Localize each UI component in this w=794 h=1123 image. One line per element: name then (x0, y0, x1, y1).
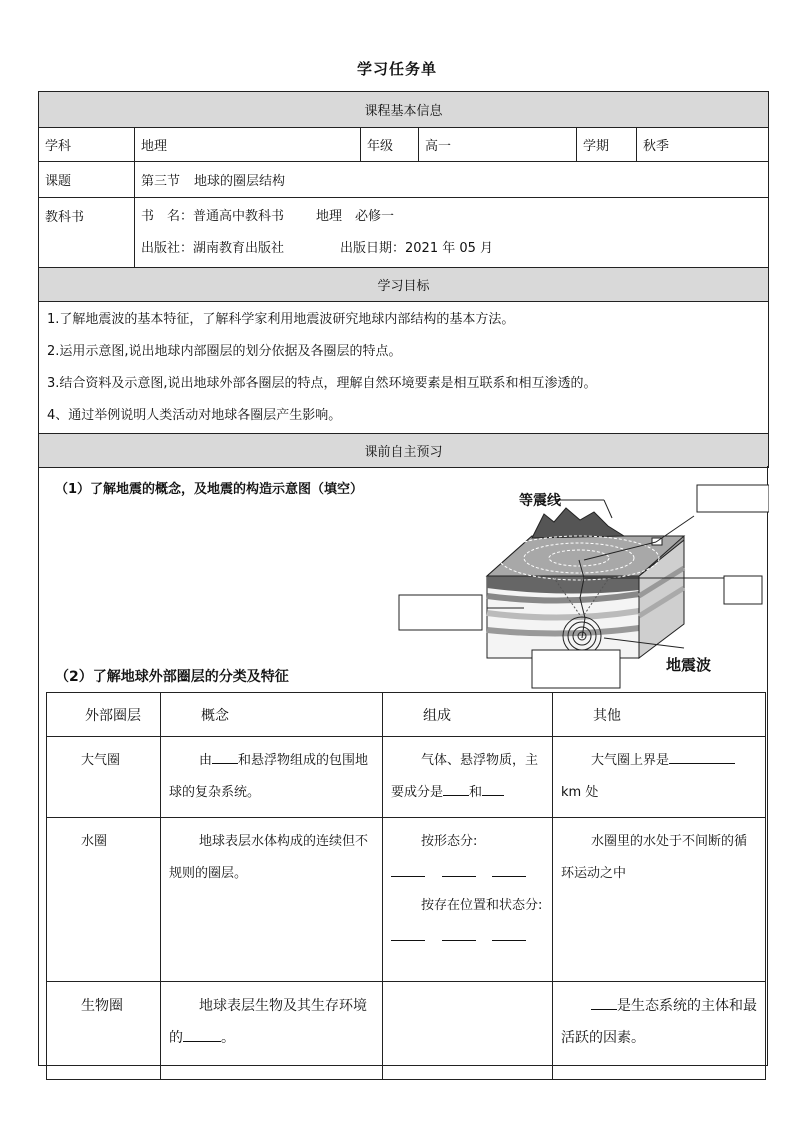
textbook-cell (135, 198, 769, 268)
fill-blank[interactable] (212, 749, 238, 764)
textbook-label: 教科书 (39, 198, 135, 268)
atmosphere-other: 大气圈上界是 km 处 (553, 737, 766, 818)
grade-label: 年级 (361, 128, 419, 162)
label-isoseismal: 等震线 (519, 492, 561, 508)
answer-box-epicenter[interactable] (697, 485, 769, 512)
publish-date: 出版日期：2021 年 05 月 (340, 240, 494, 256)
answer-box-focus[interactable] (532, 650, 620, 688)
publisher: 出版社：湖南教育出版社 (141, 240, 285, 256)
atmosphere-name: 大气圈 (47, 737, 161, 818)
earthquake-diagram (394, 478, 769, 693)
atmosphere-concept: 由 和悬浮物组成的包围地球的复杂系统。 (161, 737, 383, 818)
topic-cell (135, 162, 769, 198)
preview-section (38, 466, 768, 1066)
fill-blank[interactable] (391, 926, 425, 941)
fill-blank[interactable] (443, 781, 469, 796)
biosphere-other: 是生态系统的主体和最活跃的因素。 (553, 982, 766, 1080)
fill-blank[interactable] (482, 781, 504, 796)
fill-blank[interactable] (442, 862, 476, 877)
goal-item: 2.运用示意图,说出地球内部圈层的划分依据及各圈层的特点。 (47, 343, 402, 359)
page-title: 学习任务单 (356, 60, 437, 78)
goal-item: 3.结合资料及示意图,说出地球外部各圈层的特点，理解自然环境要素是相互联系和相互渗透的。 (47, 375, 597, 391)
goals-list (39, 302, 769, 434)
question-1: （1）了解地震的概念，及地震的构造示意图（填空） (55, 482, 364, 497)
subject-label: 学科 (39, 128, 135, 162)
topic-label: 课题 (39, 162, 135, 198)
section-preview: 课前自主预习 (39, 434, 769, 468)
biosphere-composition (383, 982, 553, 1080)
fill-blank[interactable] (492, 926, 526, 941)
hydrosphere-concept: 地球表层水体构成的连续但不规则的圈层。 (161, 818, 383, 982)
fill-blank[interactable] (591, 995, 617, 1010)
fill-blank[interactable] (391, 862, 425, 877)
biosphere-concept: 地球表层生物及其生存环境的 。 (161, 982, 383, 1080)
book-name: 书 名：普通高中教科书 (141, 208, 285, 224)
biosphere-name: 生物圈 (47, 982, 161, 1080)
term-label: 学期 (577, 128, 637, 162)
answer-box-left[interactable] (399, 595, 482, 630)
header-concept: 概念 (161, 693, 383, 737)
section-basic-info: 课程基本信息 (39, 92, 769, 128)
fill-blank[interactable] (183, 1027, 221, 1042)
hydrosphere-composition: 按形态分: 按存在位置和状态分: (383, 818, 553, 982)
outer-sphere-table (46, 692, 766, 1080)
goal-item: 4、通过举例说明人类活动对地球各圈层产生影响。 (47, 407, 342, 423)
hydrosphere-other: 水圈里的水处于不间断的循环运动之中 (553, 818, 766, 982)
header-sphere: 外部圈层 (47, 693, 161, 737)
section-goals: 学习目标 (39, 268, 769, 302)
topic-value: 地球的圈层结构 (194, 174, 286, 189)
atmosphere-composition: 气体、悬浮物质，主要成分是 和 (383, 737, 553, 818)
goal-item: 1.了解地震波的基本特征，了解科学家利用地震波研究地球内部结构的基本方法。 (47, 311, 515, 327)
basic-info-table (38, 91, 769, 468)
grade-value: 高一 (419, 128, 577, 162)
fill-blank[interactable] (492, 862, 526, 877)
header-composition: 组成 (383, 693, 553, 737)
subject-value: 地理 (135, 128, 361, 162)
fill-blank[interactable] (669, 749, 735, 764)
hydrosphere-name: 水圈 (47, 818, 161, 982)
term-value: 秋季 (637, 128, 769, 162)
topic-section: 第三节 (141, 174, 181, 189)
answer-box-right[interactable] (724, 576, 762, 604)
header-other: 其他 (553, 693, 766, 737)
question-2: （2）了解地球外部圈层的分类及特征 (55, 669, 289, 685)
label-seismic-wave: 地震波 (666, 657, 712, 674)
fill-blank[interactable] (442, 926, 476, 941)
book-subject: 地理 必修一 (316, 208, 395, 224)
